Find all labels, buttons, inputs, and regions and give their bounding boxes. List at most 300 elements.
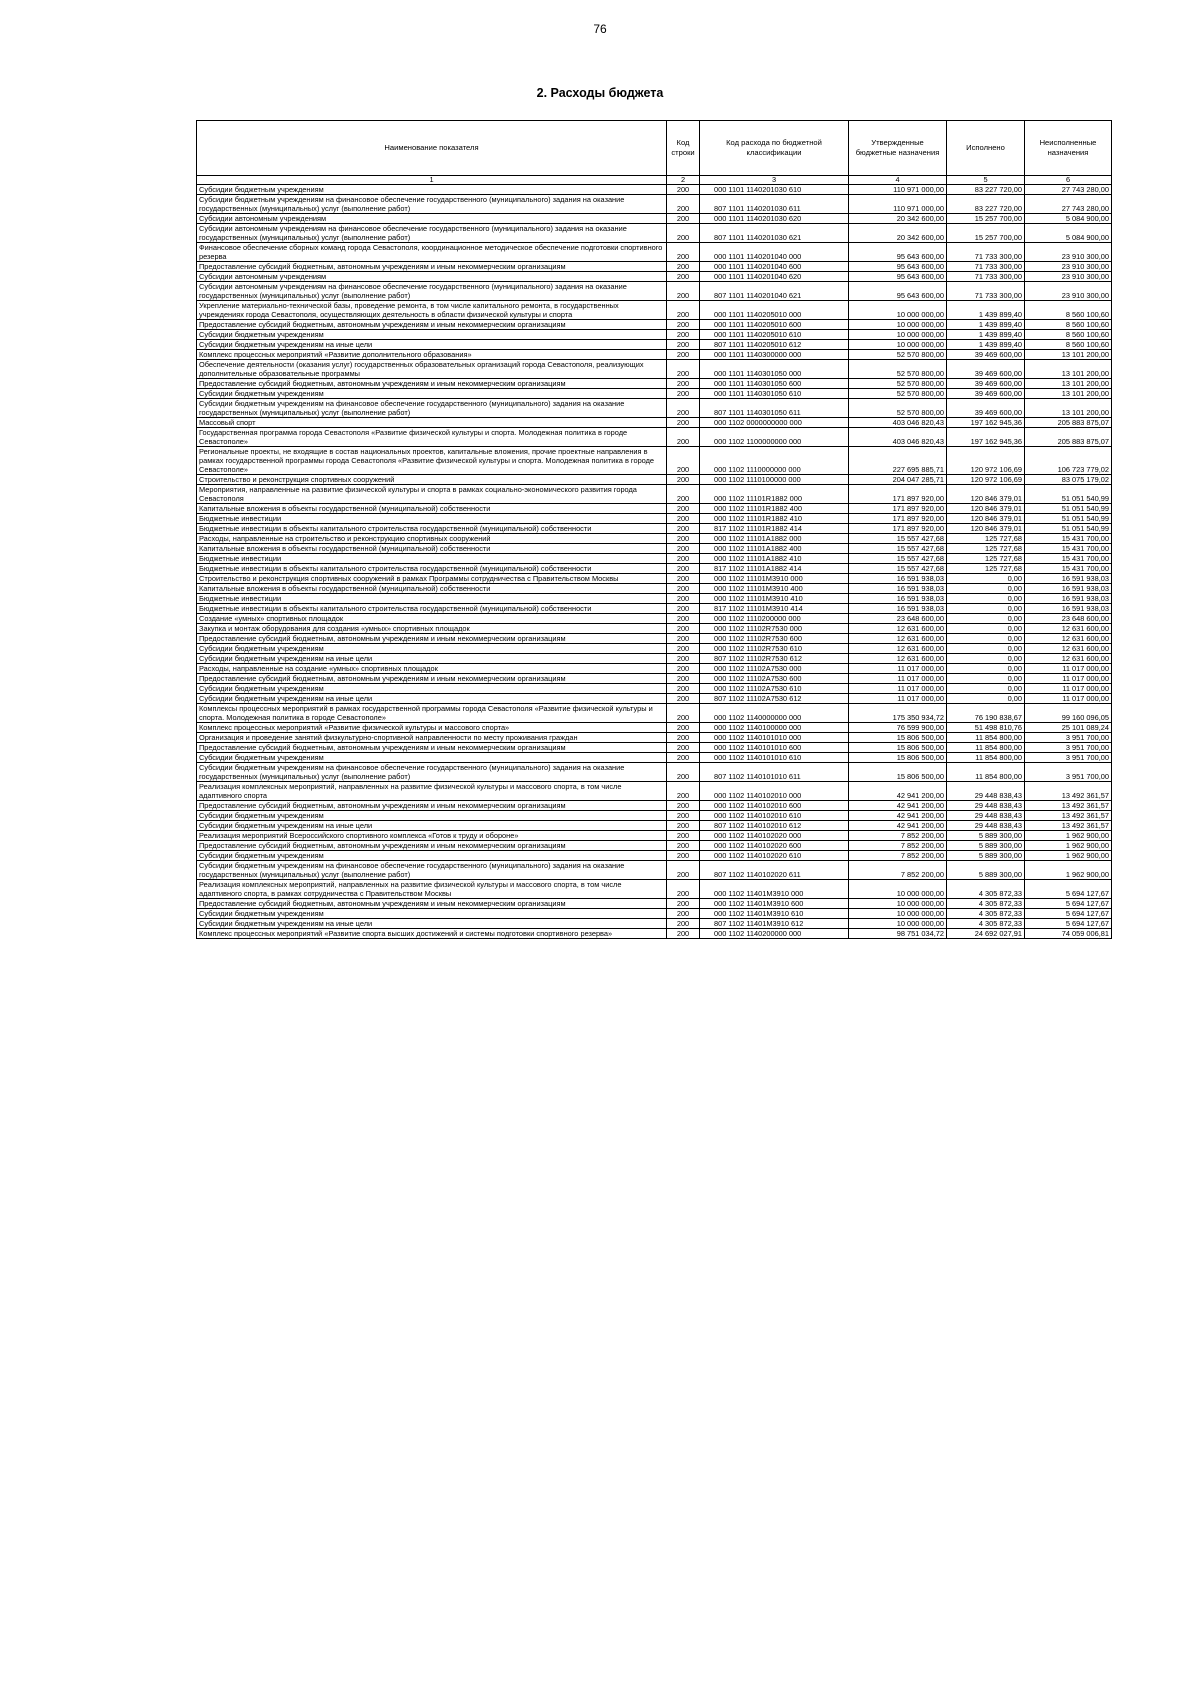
row-approved: 110 971 000,00	[849, 195, 947, 214]
row-executed: 39 469 600,00	[947, 379, 1025, 389]
row-executed: 51 498 810,76	[947, 723, 1025, 733]
row-line-code: 200	[667, 340, 700, 350]
row-name: Капитальные вложения в объекты государственной (муниципальной) собственности	[197, 544, 667, 554]
row-executed: 5 889 300,00	[947, 841, 1025, 851]
row-executed: 0,00	[947, 694, 1025, 704]
row-approved: 42 941 200,00	[849, 821, 947, 831]
row-line-code: 200	[667, 514, 700, 524]
row-unexecuted: 23 910 300,00	[1025, 282, 1112, 301]
row-unexecuted: 15 431 700,00	[1025, 544, 1112, 554]
row-approved: 11 017 000,00	[849, 694, 947, 704]
row-line-code: 200	[667, 624, 700, 634]
row-unexecuted: 1 962 900,00	[1025, 841, 1112, 851]
row-name: Капитальные вложения в объекты государственной (муниципальной) собственности	[197, 584, 667, 594]
row-line-code: 200	[667, 195, 700, 214]
row-budget-code: 000 1102 11102R7530 610	[700, 644, 849, 654]
row-name: Финансовое обеспечение сборных команд города Севастополя, координационное методическое обеспечение подготовки спортивного резерва	[197, 243, 667, 262]
row-line-code: 200	[667, 644, 700, 654]
row-budget-code: 000 1102 11101R1882 400	[700, 504, 849, 514]
table-row	[197, 919, 1112, 929]
row-executed: 39 469 600,00	[947, 389, 1025, 399]
row-line-code: 200	[667, 574, 700, 584]
row-line-code: 200	[667, 399, 700, 418]
row-approved: 98 751 034,72	[849, 929, 947, 939]
table-row	[197, 704, 1112, 723]
row-unexecuted: 5 694 127,67	[1025, 880, 1112, 899]
row-executed: 4 305 872,33	[947, 909, 1025, 919]
row-executed: 1 439 899,40	[947, 320, 1025, 330]
row-executed: 0,00	[947, 594, 1025, 604]
row-line-code: 200	[667, 389, 700, 399]
column-number: 1	[197, 176, 667, 185]
header-executed: Исполнено	[947, 121, 1025, 176]
table-row	[197, 733, 1112, 743]
header-approved: Утвержденные бюджетные назначения	[849, 121, 947, 176]
column-number: 3	[700, 176, 849, 185]
row-executed: 125 727,68	[947, 544, 1025, 554]
row-unexecuted: 51 051 540,99	[1025, 524, 1112, 534]
row-line-code: 200	[667, 320, 700, 330]
table-row	[197, 723, 1112, 733]
table-row	[197, 389, 1112, 399]
row-line-code: 200	[667, 634, 700, 644]
row-unexecuted: 15 431 700,00	[1025, 554, 1112, 564]
row-budget-code: 000 1102 1140100000 000	[700, 723, 849, 733]
row-unexecuted: 83 075 179,02	[1025, 475, 1112, 485]
row-budget-code: 807 1101 1140201030 611	[700, 195, 849, 214]
row-approved: 23 648 600,00	[849, 614, 947, 624]
row-executed: 83 227 720,00	[947, 195, 1025, 214]
row-executed: 0,00	[947, 584, 1025, 594]
table-row	[197, 195, 1112, 214]
row-name: Строительство и реконструкция спортивных сооружений	[197, 475, 667, 485]
row-budget-code: 000 1101 1140205010 000	[700, 301, 849, 320]
row-line-code: 200	[667, 379, 700, 389]
row-budget-code: 000 1102 1110200000 000	[700, 614, 849, 624]
table-row	[197, 224, 1112, 243]
row-approved: 15 806 500,00	[849, 753, 947, 763]
row-budget-code: 000 1102 11102A7530 600	[700, 674, 849, 684]
row-executed: 0,00	[947, 674, 1025, 684]
row-executed: 0,00	[947, 604, 1025, 614]
row-approved: 12 631 600,00	[849, 644, 947, 654]
row-line-code: 200	[667, 782, 700, 801]
row-name: Расходы, направленные на строительство и реконструкцию спортивных сооружений	[197, 534, 667, 544]
row-name: Субсидии бюджетным учреждениям	[197, 684, 667, 694]
table-row	[197, 614, 1112, 624]
row-budget-code: 807 1102 11102A7530 612	[700, 694, 849, 704]
row-approved: 15 557 427,68	[849, 544, 947, 554]
row-line-code: 200	[667, 831, 700, 841]
row-approved: 10 000 000,00	[849, 301, 947, 320]
row-name: Бюджетные инвестиции	[197, 554, 667, 564]
row-executed: 29 448 838,43	[947, 811, 1025, 821]
table-row	[197, 782, 1112, 801]
row-line-code: 200	[667, 418, 700, 428]
row-line-code: 200	[667, 594, 700, 604]
row-line-code: 200	[667, 929, 700, 939]
row-approved: 10 000 000,00	[849, 919, 947, 929]
row-line-code: 200	[667, 909, 700, 919]
row-line-code: 200	[667, 723, 700, 733]
row-name: Реализация комплексных мероприятий, направленных на развитие физической культуры и массового спорта, в том числе адаптивного спорта	[197, 782, 667, 801]
row-unexecuted: 74 059 006,81	[1025, 929, 1112, 939]
row-approved: 15 557 427,68	[849, 554, 947, 564]
row-approved: 52 570 800,00	[849, 389, 947, 399]
table-row	[197, 634, 1112, 644]
row-approved: 16 591 938,03	[849, 584, 947, 594]
table-row	[197, 899, 1112, 909]
row-line-code: 200	[667, 272, 700, 282]
table-row	[197, 929, 1112, 939]
row-budget-code: 000 1102 1140102020 610	[700, 851, 849, 861]
row-approved: 11 017 000,00	[849, 674, 947, 684]
row-budget-code: 000 1102 11102A7530 610	[700, 684, 849, 694]
row-unexecuted: 1 962 900,00	[1025, 851, 1112, 861]
row-approved: 110 971 000,00	[849, 185, 947, 195]
row-unexecuted: 27 743 280,00	[1025, 185, 1112, 195]
row-name: Субсидии бюджетным учреждениям	[197, 851, 667, 861]
row-approved: 204 047 285,71	[849, 475, 947, 485]
row-unexecuted: 1 962 900,00	[1025, 861, 1112, 880]
row-name: Субсидии бюджетным учреждениям	[197, 811, 667, 821]
column-number: 5	[947, 176, 1025, 185]
row-name: Укрепление материально-технической базы, проведение ремонта, в том числе капитального ремонта, в государственных учреждениях города Севастополя, осуществляющих деятельность в области физической культуры и спорта	[197, 301, 667, 320]
row-line-code: 200	[667, 880, 700, 899]
row-name: Реализация мероприятий Всероссийского спортивного комплекса «Готов к труду и обороне»	[197, 831, 667, 841]
row-line-code: 200	[667, 428, 700, 447]
row-unexecuted: 3 951 700,00	[1025, 733, 1112, 743]
row-approved: 15 806 500,00	[849, 763, 947, 782]
row-unexecuted: 5 694 127,67	[1025, 899, 1112, 909]
row-approved: 12 631 600,00	[849, 634, 947, 644]
row-unexecuted: 5 694 127,67	[1025, 919, 1112, 929]
row-unexecuted: 23 910 300,00	[1025, 243, 1112, 262]
table-row	[197, 360, 1112, 379]
row-line-code: 200	[667, 733, 700, 743]
row-approved: 76 599 900,00	[849, 723, 947, 733]
table-row	[197, 243, 1112, 262]
row-unexecuted: 13 101 200,00	[1025, 350, 1112, 360]
row-budget-code: 000 1102 0000000000 000	[700, 418, 849, 428]
row-approved: 227 695 885,71	[849, 447, 947, 475]
row-unexecuted: 8 560 100,60	[1025, 320, 1112, 330]
row-budget-code: 000 1102 1140102010 610	[700, 811, 849, 821]
row-line-code: 200	[667, 861, 700, 880]
row-executed: 197 162 945,36	[947, 418, 1025, 428]
row-line-code: 200	[667, 801, 700, 811]
row-budget-code: 000 1102 1140101010 600	[700, 743, 849, 753]
row-budget-code: 000 1101 1140301050 610	[700, 389, 849, 399]
row-executed: 0,00	[947, 644, 1025, 654]
page-number: 76	[593, 22, 607, 36]
header-budget-code: Код расхода по бюджетной классификации	[700, 121, 849, 176]
row-approved: 171 897 920,00	[849, 514, 947, 524]
row-line-code: 200	[667, 360, 700, 379]
row-line-code: 200	[667, 564, 700, 574]
table-row	[197, 584, 1112, 594]
row-executed: 120 972 106,69	[947, 447, 1025, 475]
row-line-code: 200	[667, 485, 700, 504]
row-name: Субсидии автономным учреждениям на финансовое обеспечение государственного (муниципального) задания на оказание государственных (муниципальных) услуг (выполнение работ)	[197, 224, 667, 243]
row-budget-code: 000 1102 1140102010 600	[700, 801, 849, 811]
row-name: Предоставление субсидий бюджетным, автономным учреждениям и иным некоммерческим организациям	[197, 320, 667, 330]
row-name: Предоставление субсидий бюджетным, автономным учреждениям и иным некоммерческим организациям	[197, 899, 667, 909]
row-line-code: 200	[667, 301, 700, 320]
row-name: Субсидии бюджетным учреждениям	[197, 389, 667, 399]
row-budget-code: 000 1101 1140201030 620	[700, 214, 849, 224]
row-unexecuted: 106 723 779,02	[1025, 447, 1112, 475]
row-name: Субсидии бюджетным учреждениям на финансовое обеспечение государственного (муниципального) задания на оказание государственных (муниципальных) услуг (выполнение работ)	[197, 195, 667, 214]
row-executed: 11 854 800,00	[947, 753, 1025, 763]
row-unexecuted: 16 591 938,03	[1025, 574, 1112, 584]
row-budget-code: 000 1102 11101A1882 000	[700, 534, 849, 544]
row-budget-code: 000 1102 11101R1882 410	[700, 514, 849, 524]
row-executed: 71 733 300,00	[947, 243, 1025, 262]
row-approved: 42 941 200,00	[849, 811, 947, 821]
row-executed: 125 727,68	[947, 564, 1025, 574]
row-executed: 5 889 300,00	[947, 831, 1025, 841]
row-line-code: 200	[667, 554, 700, 564]
row-unexecuted: 51 051 540,99	[1025, 514, 1112, 524]
row-approved: 10 000 000,00	[849, 330, 947, 340]
row-unexecuted: 13 492 361,57	[1025, 811, 1112, 821]
table-row	[197, 664, 1112, 674]
row-unexecuted: 99 160 096,05	[1025, 704, 1112, 723]
row-executed: 39 469 600,00	[947, 350, 1025, 360]
row-name: Предоставление субсидий бюджетным, автономным учреждениям и иным некоммерческим организациям	[197, 634, 667, 644]
table-row	[197, 801, 1112, 811]
table-row	[197, 811, 1112, 821]
row-name: Организация и проведение занятий физкультурно-спортивной направленности по месту проживания граждан	[197, 733, 667, 743]
row-line-code: 200	[667, 684, 700, 694]
row-executed: 1 439 899,40	[947, 340, 1025, 350]
row-name: Субсидии автономным учреждениям	[197, 272, 667, 282]
row-name: Предоставление субсидий бюджетным, автономным учреждениям и иным некоммерческим организациям	[197, 379, 667, 389]
row-unexecuted: 8 560 100,60	[1025, 340, 1112, 350]
row-line-code: 200	[667, 841, 700, 851]
row-budget-code: 000 1102 11101M3910 000	[700, 574, 849, 584]
row-name: Субсидии бюджетным учреждениям на иные цели	[197, 340, 667, 350]
row-budget-code: 000 1102 1110000000 000	[700, 447, 849, 475]
row-unexecuted: 11 017 000,00	[1025, 674, 1112, 684]
table-row	[197, 330, 1112, 340]
row-unexecuted: 13 492 361,57	[1025, 782, 1112, 801]
table-row	[197, 909, 1112, 919]
row-approved: 15 806 500,00	[849, 743, 947, 753]
row-budget-code: 000 1102 11102R7530 600	[700, 634, 849, 644]
table-row	[197, 534, 1112, 544]
row-approved: 171 897 920,00	[849, 524, 947, 534]
table-row	[197, 604, 1112, 614]
column-number: 6	[1025, 176, 1112, 185]
row-line-code: 200	[667, 584, 700, 594]
row-name: Создание «умных» спортивных площадок	[197, 614, 667, 624]
row-line-code: 200	[667, 664, 700, 674]
column-number: 2	[667, 176, 700, 185]
row-line-code: 200	[667, 654, 700, 664]
row-unexecuted: 13 101 200,00	[1025, 379, 1112, 389]
row-budget-code: 000 1102 1140102010 000	[700, 782, 849, 801]
row-budget-code: 000 1101 1140201040 000	[700, 243, 849, 262]
row-executed: 76 190 838,67	[947, 704, 1025, 723]
row-line-code: 200	[667, 899, 700, 909]
row-unexecuted: 16 591 938,03	[1025, 604, 1112, 614]
row-executed: 11 854 800,00	[947, 763, 1025, 782]
row-executed: 0,00	[947, 634, 1025, 644]
row-executed: 71 733 300,00	[947, 282, 1025, 301]
row-approved: 7 852 200,00	[849, 831, 947, 841]
row-budget-code: 000 1102 11101A1882 410	[700, 554, 849, 564]
row-executed: 0,00	[947, 684, 1025, 694]
row-name: Субсидии бюджетным учреждениям на финансовое обеспечение государственного (муниципального) задания на оказание государственных (муниципальных) услуг (выполнение работ)	[197, 861, 667, 880]
row-executed: 0,00	[947, 614, 1025, 624]
row-line-code: 200	[667, 262, 700, 272]
row-budget-code: 807 1102 11102R7530 612	[700, 654, 849, 664]
row-approved: 12 631 600,00	[849, 624, 947, 634]
table-row	[197, 594, 1112, 604]
row-unexecuted: 23 910 300,00	[1025, 262, 1112, 272]
row-executed: 29 448 838,43	[947, 821, 1025, 831]
row-name: Региональные проекты, не входящие в состав национальных проектов, капитальные вложения, прочие проектные направления в рамках государственной программы города Севастополя «Развитие физической культуры и спорта. Молодежная политика в городе Севастополе»	[197, 447, 667, 475]
row-budget-code: 000 1101 1140205010 610	[700, 330, 849, 340]
row-budget-code: 807 1101 1140301050 611	[700, 399, 849, 418]
table-row	[197, 644, 1112, 654]
row-name: Субсидии бюджетным учреждениям на иные цели	[197, 694, 667, 704]
row-name: Комплекс процессных мероприятий «Развитие дополнительного образования»	[197, 350, 667, 360]
row-line-code: 200	[667, 851, 700, 861]
row-line-code: 200	[667, 753, 700, 763]
row-executed: 71 733 300,00	[947, 262, 1025, 272]
row-budget-code: 000 1101 1140300000 000	[700, 350, 849, 360]
row-approved: 42 941 200,00	[849, 782, 947, 801]
row-line-code: 200	[667, 330, 700, 340]
row-budget-code: 000 1102 1140102020 000	[700, 831, 849, 841]
row-budget-code: 000 1102 1140102020 600	[700, 841, 849, 851]
row-budget-code: 817 1102 11101A1882 414	[700, 564, 849, 574]
row-executed: 120 846 379,01	[947, 485, 1025, 504]
row-line-code: 200	[667, 282, 700, 301]
table-row	[197, 214, 1112, 224]
row-name: Расходы, направленные на создание «умных» спортивных площадок	[197, 664, 667, 674]
row-unexecuted: 11 017 000,00	[1025, 694, 1112, 704]
header-line-code: Код строки	[667, 121, 700, 176]
row-line-code: 200	[667, 243, 700, 262]
row-executed: 39 469 600,00	[947, 399, 1025, 418]
row-budget-code: 000 1102 1140101010 000	[700, 733, 849, 743]
row-name: Предоставление субсидий бюджетным, автономным учреждениям и иным некоммерческим организациям	[197, 743, 667, 753]
row-unexecuted: 205 883 875,07	[1025, 418, 1112, 428]
row-executed: 11 854 800,00	[947, 733, 1025, 743]
table-row	[197, 272, 1112, 282]
row-unexecuted: 8 560 100,60	[1025, 330, 1112, 340]
row-unexecuted: 3 951 700,00	[1025, 743, 1112, 753]
row-approved: 16 591 938,03	[849, 574, 947, 584]
header-name: Наименование показателя	[197, 121, 667, 176]
row-budget-code: 807 1102 1140102010 612	[700, 821, 849, 831]
row-name: Реализация комплексных мероприятий, направленных на развитие физической культуры и массового спорта, в том числе адаптивного спорта, в рамках сотрудничества с Правительством Москвы	[197, 880, 667, 899]
row-budget-code: 817 1102 11101R1882 414	[700, 524, 849, 534]
table-row	[197, 544, 1112, 554]
row-budget-code: 807 1102 1140101010 611	[700, 763, 849, 782]
row-line-code: 200	[667, 614, 700, 624]
row-name: Бюджетные инвестиции в объекты капитального строительства государственной (муниципальной) собственности	[197, 564, 667, 574]
row-line-code: 200	[667, 694, 700, 704]
row-unexecuted: 27 743 280,00	[1025, 195, 1112, 214]
row-unexecuted: 12 631 600,00	[1025, 634, 1112, 644]
row-budget-code: 807 1102 1140102020 611	[700, 861, 849, 880]
row-name: Бюджетные инвестиции	[197, 594, 667, 604]
table-row	[197, 851, 1112, 861]
row-executed: 120 846 379,01	[947, 524, 1025, 534]
row-approved: 95 643 600,00	[849, 282, 947, 301]
row-line-code: 200	[667, 534, 700, 544]
table-row	[197, 880, 1112, 899]
row-approved: 15 557 427,68	[849, 534, 947, 544]
column-number: 4	[849, 176, 947, 185]
table-row	[197, 763, 1112, 782]
row-budget-code: 807 1101 1140205010 612	[700, 340, 849, 350]
table-row	[197, 485, 1112, 504]
table-row	[197, 654, 1112, 664]
section-title: 2. Расходы бюджета	[536, 86, 664, 100]
row-approved: 10 000 000,00	[849, 899, 947, 909]
row-line-code: 200	[667, 504, 700, 514]
row-budget-code: 000 1102 11401M3910 600	[700, 899, 849, 909]
row-line-code: 200	[667, 811, 700, 821]
row-line-code: 200	[667, 743, 700, 753]
table-row	[197, 554, 1112, 564]
row-name: Массовый спорт	[197, 418, 667, 428]
row-unexecuted: 13 101 200,00	[1025, 389, 1112, 399]
row-budget-code: 000 1102 11101A1882 400	[700, 544, 849, 554]
row-executed: 4 305 872,33	[947, 919, 1025, 929]
row-executed: 120 846 379,01	[947, 514, 1025, 524]
row-budget-code: 807 1102 11401M3910 612	[700, 919, 849, 929]
table-row	[197, 624, 1112, 634]
row-name: Субсидии бюджетным учреждениям	[197, 644, 667, 654]
row-executed: 0,00	[947, 654, 1025, 664]
row-executed: 1 439 899,40	[947, 330, 1025, 340]
row-executed: 29 448 838,43	[947, 782, 1025, 801]
row-budget-code: 000 1101 1140201040 620	[700, 272, 849, 282]
table-row	[197, 504, 1112, 514]
row-unexecuted: 51 051 540,99	[1025, 504, 1112, 514]
row-executed: 125 727,68	[947, 554, 1025, 564]
row-approved: 20 342 600,00	[849, 214, 947, 224]
row-line-code: 200	[667, 604, 700, 614]
row-unexecuted: 13 492 361,57	[1025, 801, 1112, 811]
row-unexecuted: 15 431 700,00	[1025, 564, 1112, 574]
row-unexecuted: 12 631 600,00	[1025, 624, 1112, 634]
table-row	[197, 428, 1112, 447]
row-budget-code: 000 1102 11102A7530 000	[700, 664, 849, 674]
row-name: Субсидии бюджетным учреждениям на финансовое обеспечение государственного (муниципального) задания на оказание государственных (муниципальных) услуг (выполнение работ)	[197, 763, 667, 782]
row-approved: 10 000 000,00	[849, 880, 947, 899]
row-unexecuted: 12 631 600,00	[1025, 654, 1112, 664]
row-budget-code: 000 1101 1140201040 600	[700, 262, 849, 272]
row-executed: 4 305 872,33	[947, 880, 1025, 899]
row-name: Субсидии бюджетным учреждениям	[197, 330, 667, 340]
row-line-code: 200	[667, 544, 700, 554]
table-row	[197, 418, 1112, 428]
table-row	[197, 684, 1112, 694]
row-approved: 95 643 600,00	[849, 262, 947, 272]
table-row	[197, 524, 1112, 534]
row-approved: 12 631 600,00	[849, 654, 947, 664]
row-approved: 20 342 600,00	[849, 224, 947, 243]
table-row	[197, 753, 1112, 763]
